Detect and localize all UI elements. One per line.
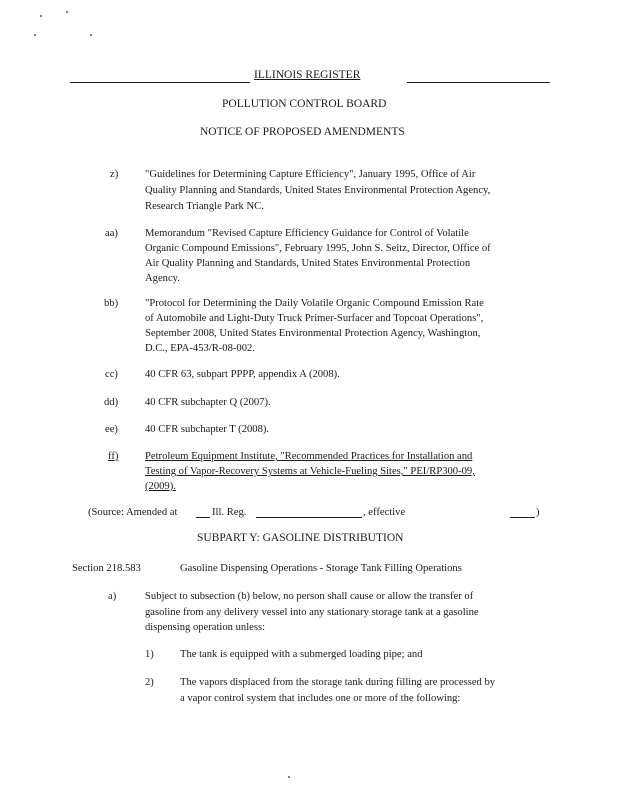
source-blank-page: [256, 517, 362, 518]
register-title: ILLINOIS REGISTER: [254, 69, 361, 81]
scan-speck: [90, 34, 92, 36]
source-effective: , effective: [363, 507, 406, 518]
item-line: Agency.: [145, 273, 180, 284]
item-line: "Guidelines for Determining Capture Efficiency", January 1995, Office of Air: [145, 169, 476, 180]
source-blank-volume: [196, 517, 210, 518]
item-line: Quality Planning and Standards, United States Environmental Protection Agency,: [145, 185, 491, 196]
item-line: Petroleum Equipment Institute, "Recommended Practices for Installation and: [145, 451, 473, 462]
item-label: dd): [104, 397, 119, 408]
item-line: "Protocol for Determining the Daily Volatile Organic Compound Emission Rate: [145, 298, 484, 309]
item-line: 40 CFR subchapter T (2008).: [145, 424, 270, 435]
header-rule-right: [407, 82, 550, 83]
notice-title: NOTICE OF PROPOSED AMENDMENTS: [200, 126, 405, 138]
sub2-label: 2): [145, 677, 154, 688]
para-a-line: dispensing operation unless:: [145, 622, 266, 633]
scan-speck: [40, 15, 42, 17]
sub2-line: a vapor control system that includes one or more of the following:: [180, 693, 461, 704]
sub2-line: The vapors displaced from the storage tank during filling are processed by: [180, 677, 496, 688]
item-line: of Automobile and Light-Duty Truck Primer-Surfacer and Topcoat Operations",: [145, 313, 484, 324]
item-line: 40 CFR 63, subpart PPPP, appendix A (2008).: [145, 369, 340, 380]
item-line: Research Triangle Park NC.: [145, 201, 264, 212]
para-a-line: Subject to subsection (b) below, no person shall cause or allow the transfer of: [145, 591, 474, 602]
source-close: ): [536, 507, 540, 518]
scan-speck: [288, 776, 290, 778]
item-line: D.C., EPA-453/R-08-002.: [145, 343, 255, 354]
source-blank-date: [510, 517, 535, 518]
para-a-label: a): [108, 591, 117, 602]
board-title: POLLUTION CONTROL BOARD: [222, 98, 387, 110]
item-label: bb): [104, 298, 119, 309]
item-label: ff): [108, 451, 119, 462]
source-reg: Ill. Reg.: [212, 507, 247, 518]
scan-speck: [34, 34, 36, 36]
item-line: 40 CFR subchapter Q (2007).: [145, 397, 271, 408]
para-a-line: gasoline from any delivery vessel into any stationary storage tank at a gasoline: [145, 607, 479, 618]
item-label: ee): [105, 424, 118, 435]
item-label: aa): [105, 228, 118, 239]
source-prefix: (Source: Amended at: [88, 507, 178, 518]
item-line: Air Quality Planning and Standards, United States Environmental Protection: [145, 258, 471, 269]
item-line: Testing of Vapor-Recovery Systems at Vehicle-Fueling Sites," PEI/RP300-09,: [145, 466, 475, 477]
item-label: cc): [105, 369, 118, 380]
item-line: Organic Compound Emissions", February 1995, John S. Seitz, Director, Office of: [145, 243, 491, 254]
header-rule-left: [70, 82, 250, 83]
item-line: Memorandum "Revised Capture Efficiency Guidance for Control of Volatile: [145, 228, 469, 239]
section-title: Gasoline Dispensing Operations - Storage Tank Filling Operations: [180, 563, 462, 574]
sub1-label: 1): [145, 649, 154, 660]
item-label: z): [110, 169, 119, 180]
item-line: September 2008, United States Environmental Protection Agency, Washington,: [145, 328, 481, 339]
sub1-line: The tank is equipped with a submerged loading pipe; and: [180, 649, 423, 660]
item-line: (2009).: [145, 481, 176, 492]
section-number: Section 218.583: [72, 563, 141, 574]
subpart-heading: SUBPART Y: GASOLINE DISTRIBUTION: [197, 532, 404, 544]
scan-speck: [66, 11, 68, 13]
